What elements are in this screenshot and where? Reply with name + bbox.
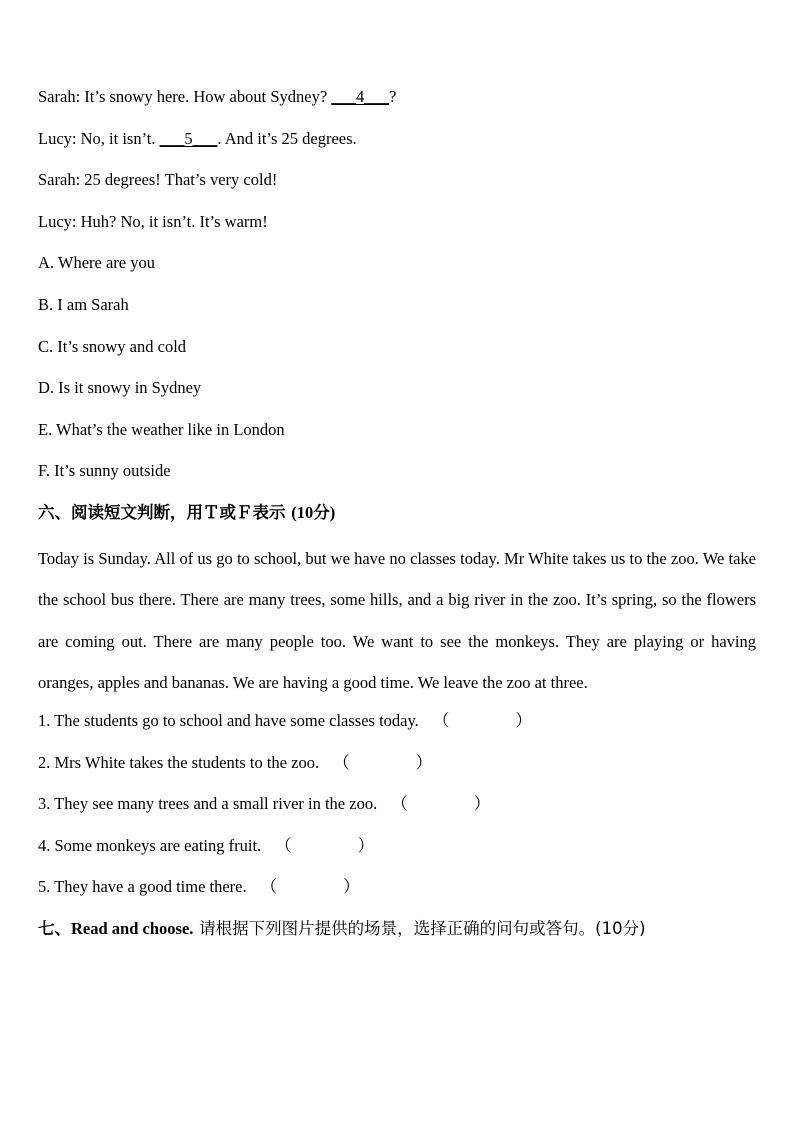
- question-4: [38, 829, 758, 871]
- question-text: 5. They have a good time there.: [38, 877, 247, 897]
- section-7-heading: [38, 912, 758, 954]
- answer-parentheses: （ ）: [432, 710, 532, 730]
- dialogue-line-1: [38, 80, 758, 122]
- answer-blank-4: ___4___: [331, 87, 390, 106]
- dialogue-line-3: [38, 163, 758, 205]
- option-a: A. Where are you: [38, 253, 155, 273]
- dialogue-text: Lucy: Huh? No, it isn’t. It’s warm!: [38, 211, 268, 231]
- option-d: D. Is it snowy in Sydney: [38, 378, 202, 398]
- section-6-score: (10分): [291, 502, 336, 522]
- dialogue-text: Lucy: No, it isn’t.: [38, 128, 160, 148]
- dialogue-text: . And it’s 25 degrees.: [217, 128, 357, 148]
- reading-passage: Today is Sunday. All of us go to school, but we have no classes today. Mr White takes us to the zoo. We take the school bus there. There are many trees, some hills, and a big river in the zoo. It’s spring, so the flowers are coming out. There are many people too. We want to see the monkeys. They are playing or having oranges, apples and bananas. We are having a good time. We leave the zoo at three.: [38, 548, 756, 693]
- dialogue-line-4: [38, 205, 758, 247]
- section-6-heading: [38, 496, 758, 538]
- answer-parentheses: （ ）: [333, 752, 433, 772]
- section-7-prefix: 七、: [38, 918, 71, 938]
- option-b: B. I am Sarah: [38, 294, 129, 314]
- dialogue-text: Sarah: It’s snowy here. How about Sydney?: [38, 87, 332, 106]
- option-f: F. It’s sunny outside: [38, 461, 171, 481]
- question-text: 2. Mrs White takes the students to the zoo.: [38, 752, 320, 772]
- answer-blank-5: ___5___: [159, 128, 218, 148]
- dialogue-text: Sarah: 25 degrees! That’s very cold!: [38, 170, 278, 190]
- dialogue-text: ?: [389, 87, 397, 106]
- section-7-english: Read and choose.: [71, 918, 194, 938]
- question-1: [38, 704, 758, 746]
- option-c: C. It’s snowy and cold: [38, 336, 187, 356]
- question-5: [38, 870, 758, 912]
- question-text: 1. The students go to school and have some classes today.: [38, 710, 419, 730]
- worksheet-page: [38, 80, 758, 953]
- option-e: E. What’s the weather like in London: [38, 419, 285, 439]
- answer-parentheses: （ ）: [391, 794, 491, 814]
- section-7-instructions: 请根据下列图片提供的场景，选择正确的问句或答句。(10分): [199, 918, 646, 938]
- section-6-title: 六、阅读短文判断，用Ｔ或Ｆ表示: [38, 502, 286, 522]
- question-text: 4. Some monkeys are eating fruit.: [38, 835, 262, 855]
- answer-parentheses: （ ）: [275, 835, 375, 855]
- question-2: [38, 746, 758, 788]
- question-text: 3. They see many trees and a small river in the zoo.: [38, 794, 378, 814]
- question-3: [38, 787, 758, 829]
- dialogue-line-2: [38, 122, 758, 164]
- answer-parentheses: （ ）: [260, 877, 360, 897]
